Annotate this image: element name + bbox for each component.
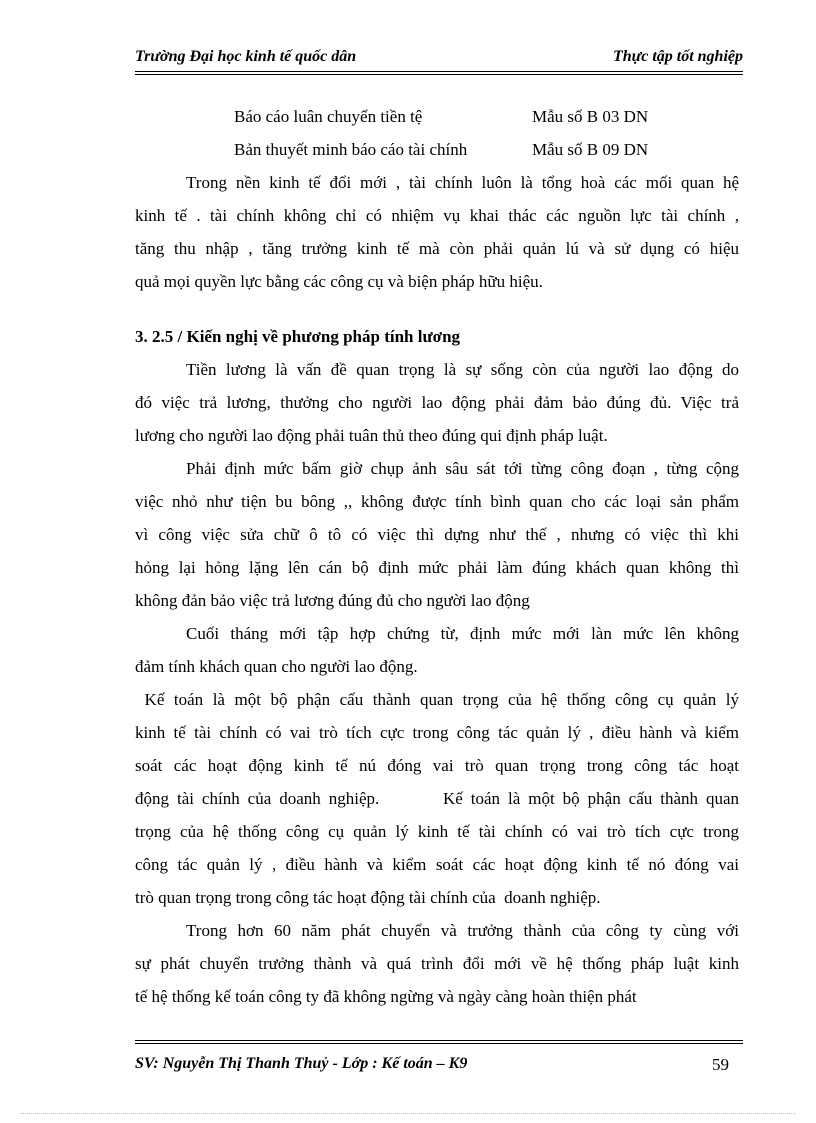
text-line: hỏng lại hỏng lặng lên cán bộ định mức phải làm đúng khách quan không thì — [135, 558, 739, 577]
text-line: quả mọi quyền lực bằng các công cụ và biện pháp hữu hiệu. — [135, 272, 543, 291]
page-number: 59 — [712, 1055, 729, 1074]
text-line: Cuối tháng mới tập hợp chứng từ, định mức mới làn mức lên không — [186, 624, 739, 643]
form-code: Mẫu số B 09 DN — [532, 140, 649, 159]
form-name: Bản thuyết minh báo cáo tài chính — [234, 140, 468, 159]
header-title: Thực tập tốt nghiệp — [612, 48, 743, 65]
header-rule-second — [135, 74, 743, 75]
paragraph-finance — [135, 166, 739, 298]
form-code: Mẫu số B 03 DN — [532, 107, 649, 126]
text-line: kinh tế tài chính có vai trò tích cực trong công tác quản lý , điều hành và kiểm — [135, 723, 739, 742]
text-line: trò quan trọng trong công tác hoạt động tài chính của doanh nghiệp. — [135, 888, 601, 907]
page-footer — [135, 1055, 743, 1079]
text-line: việc nhỏ như tiện bu bông ,, không được tính bình quan cho các loại sản phẩm — [135, 492, 739, 511]
footer-rule — [135, 1040, 743, 1041]
paragraph-company-history — [135, 914, 739, 1013]
footer-rule-second — [135, 1043, 743, 1044]
text-line: đó việc trả lương, thưởng cho người lao động phải đảm bảo đúng đủ. Việc trả — [135, 393, 739, 412]
text-line: soát các hoạt động kinh tế nú đóng vai trò quan trọng trong công tác hoạt — [135, 756, 739, 775]
paragraph-accounting — [135, 683, 739, 914]
text-line: kinh tế . tài chính không chỉ có nhiệm vụ khai thác các nguồn lực tài chính , — [135, 206, 739, 225]
text-line: Kế toán là một bộ phận cấu thành quan trọng của hệ thống công cụ quản lý — [135, 690, 739, 709]
paragraph-wages — [135, 353, 739, 452]
footer-student: SV: Nguyễn Thị Thanh Thuỷ - Lớp : Kế toán – K9 — [135, 1055, 468, 1072]
header-university: Trường Đại học kinh tế quốc dân — [135, 48, 357, 65]
page-header — [135, 48, 743, 70]
text-line: Tiền lương là vấn đề quan trọng là sự sống còn của người lao động do — [186, 360, 739, 379]
text-line: đảm tính khách quan cho người lao động. — [135, 657, 418, 676]
form-line — [135, 133, 739, 166]
text-line: động tài chính của doanh nghiệp. Kế toán là một bộ phận cấu thành quan — [135, 789, 739, 808]
form-line — [135, 100, 739, 133]
text-line: công tác quản lý , điều hành và kiểm soát các hoạt động kinh tế nó đóng vai — [135, 855, 739, 874]
header-rule — [135, 71, 743, 72]
text-line: tế hệ thống kế toán công ty đã không ngừng và ngày càng hoàn thiện phát — [135, 987, 637, 1006]
form-name: Báo cáo luân chuyển tiền tệ — [234, 107, 423, 126]
page-bottom-divider — [20, 1113, 796, 1114]
text-line: Trong hơn 60 năm phát chuyển và trưởng thành của công ty cùng với — [186, 921, 739, 940]
text-line: lương cho người lao động phải tuân thủ theo đúng qui định pháp luật. — [135, 426, 608, 445]
section-heading: 3. 2.5 / Kiến nghị về phương pháp tính lương — [135, 327, 461, 346]
text-line: vì công việc sửa chữ ô tô có việc thì dựng như thế , nhưng có việc thì khi — [135, 525, 739, 544]
body-text — [135, 100, 739, 1013]
text-line: sự phát chuyển trưởng thành và quá trình đổi mới về hệ thống pháp luật kinh — [135, 954, 739, 973]
text-line: không đản bảo việc trả lương đúng đủ cho người lao động — [135, 591, 530, 610]
paragraph-norms — [135, 452, 739, 617]
text-line: Phải định mức bấm giờ chụp ảnh sâu sát tới từng công đoạn , từng cộng — [186, 459, 739, 478]
paragraph-month-end — [135, 617, 739, 683]
text-line: Trong nền kinh tế đổi mới , tài chính luôn là tổng hoà các mối quan hệ — [186, 173, 739, 192]
text-line: tăng thu nhập , tăng trưởng kinh tế mà còn phải quản lú và sử dụng có hiệu — [135, 239, 739, 258]
text-line: trọng của hệ thống công cụ quản lý kinh tế tài chính có vai trò tích cực trong — [135, 822, 739, 841]
